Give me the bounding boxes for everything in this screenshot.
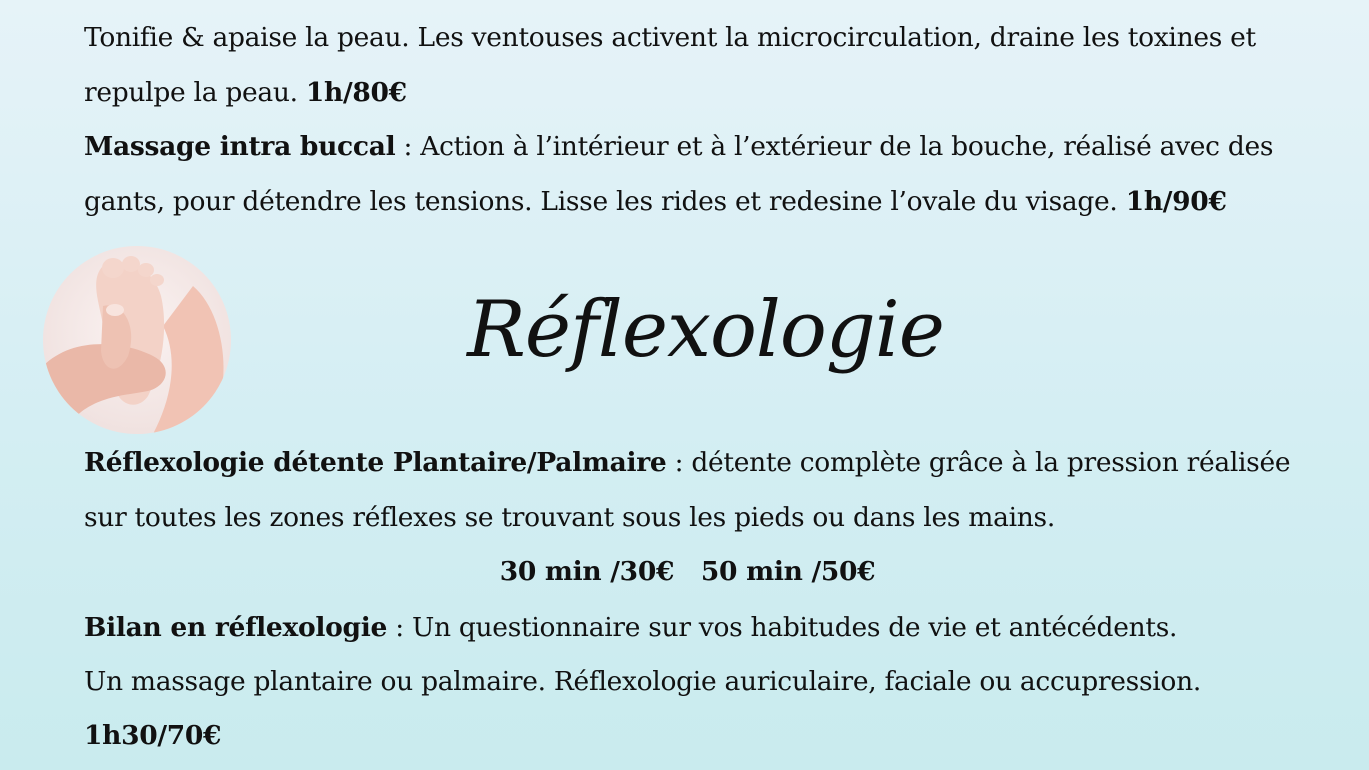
ventouses-text-end: repulpe la peau. <box>84 77 306 108</box>
intra-buccal-title: Massage intra buccal <box>84 131 396 162</box>
detente-prices-text: 30 min /30€ 50 min /50€ <box>499 556 876 587</box>
paragraph-intra-buccal-line1 <box>84 127 1273 167</box>
bilan-title: Bilan en réflexologie <box>84 612 388 643</box>
detente-title: Réflexologie détente Plantaire/Palmaire <box>84 447 667 478</box>
bilan-price: 1h30/70€ <box>84 720 222 751</box>
paragraph-detente-line1 <box>84 443 1290 483</box>
bilan-text: : Un questionnaire sur vos habitudes de vie et antécédents. <box>387 612 1178 643</box>
bilan-text-end: Un massage plantaire ou palmaire. Réflexologie auriculaire, faciale ou accupression. <box>84 666 1201 697</box>
section-title-reflexologie: Réflexologie <box>467 285 944 375</box>
paragraph-intra-buccal-line2 <box>84 182 1227 222</box>
paragraph-bilan-line2 <box>84 662 1201 702</box>
detente-text-end: sur toutes les zones réflexes se trouvant sous les pieds ou dans les mains. <box>84 502 1055 533</box>
intra-buccal-text: : Action à l’intérieur et à l’extérieur de la bouche, réalisé avec des <box>395 131 1274 162</box>
paragraph-bilan-line1 <box>84 608 1177 648</box>
intra-buccal-text-end: gants, pour détendre les tensions. Lisse les rides et redesine l’ovale du visage. <box>84 186 1126 217</box>
paragraph-ventouses-line2 <box>84 73 407 113</box>
detente-text: : détente complète grâce à la pression réalisée <box>666 447 1291 478</box>
paragraph-detente-line2 <box>84 498 1055 538</box>
ventouses-text: Tonifie & apaise la peau. Les ventouses activent la microcirculation, draine les toxines et <box>84 22 1256 53</box>
ventouses-price: 1h/80€ <box>305 77 407 108</box>
paragraph-bilan-line3 <box>84 716 221 756</box>
paragraph-ventouses-line1 <box>84 18 1256 58</box>
intra-buccal-price: 1h/90€ <box>1125 186 1227 217</box>
detente-prices <box>0 552 1369 592</box>
